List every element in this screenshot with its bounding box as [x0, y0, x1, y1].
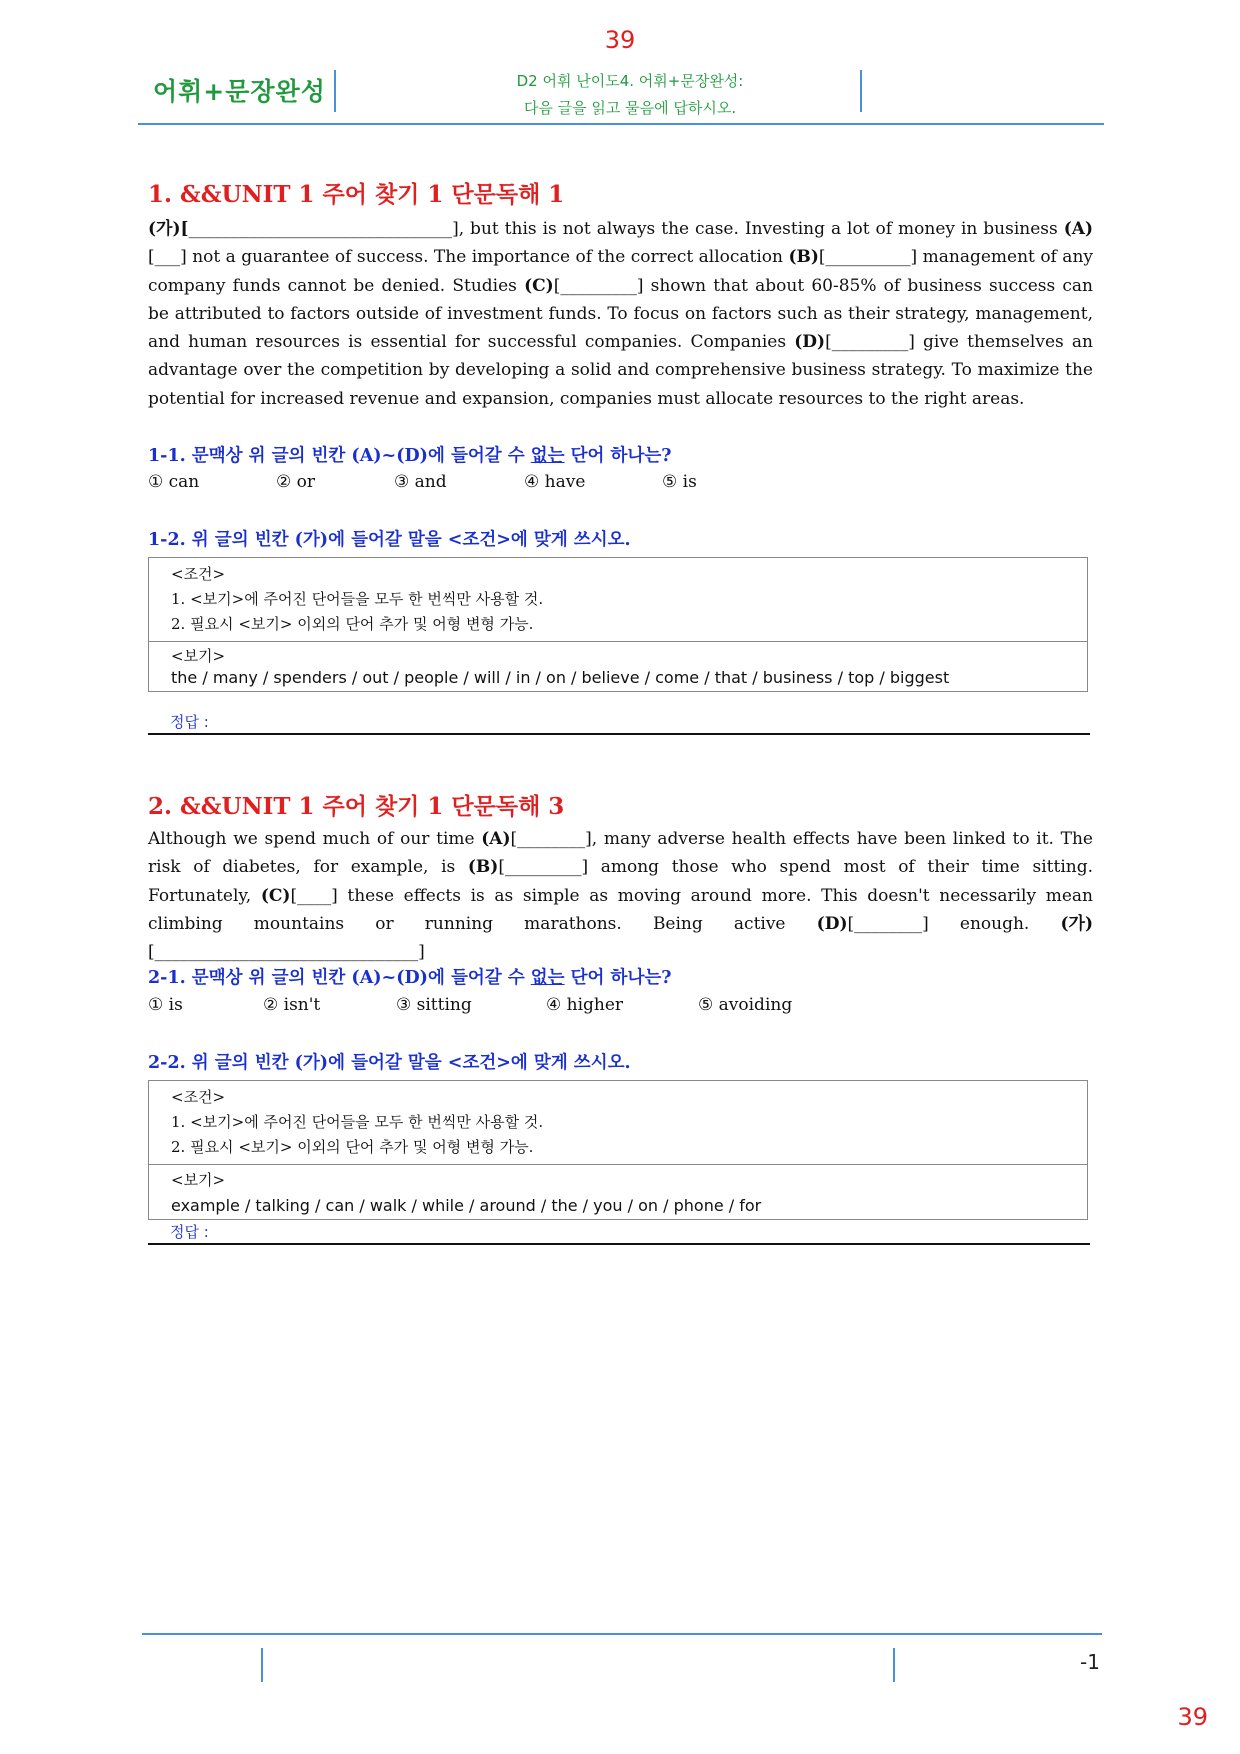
condition-1: 1. <보기>에 주어진 단어들을 모두 한 번씩만 사용할 것. [171, 1113, 544, 1131]
footer-rule [142, 1633, 1102, 1635]
blank-ga: [_______________________________] [148, 942, 425, 963]
passage-text: [_________] give themselves an advantage over the competition by developing a solid and comprehensive business strategy. To maximize the potential for increased revenue and expansion, companies must allocate resources to the right areas. [148, 332, 1093, 409]
header-description [430, 68, 830, 122]
choice-4[interactable]: ④ higher [546, 995, 624, 1015]
question-1-2-answer-label: 정답 : [170, 713, 209, 731]
footer-page-number: -1 [1080, 1650, 1100, 1674]
footer-divider-right [893, 1648, 895, 1682]
choice-2[interactable]: ② or [276, 472, 316, 492]
header-rule [138, 123, 1104, 125]
bogi-section [149, 1164, 1087, 1219]
condition-1: 1. <보기>에 주어진 단어들을 모두 한 번씩만 사용할 것. [171, 590, 544, 608]
bogi-words: example / talking / can / walk / while / around / the / you / on / phone / for [171, 1196, 762, 1215]
blank-c-label: (C) [260, 885, 291, 906]
conditions-section [149, 1081, 1087, 1164]
conditions-label: <조건> [171, 1088, 226, 1106]
blank-c-label: (C) [524, 275, 554, 296]
header-divider-left [334, 70, 336, 112]
passage-text: ], but this is not always the case. Investing a lot of money in business [452, 219, 1064, 239]
choice-3[interactable]: ③ sitting [396, 995, 472, 1015]
question-1-2-answer-line[interactable] [148, 733, 1090, 735]
passage-text: [________], many adverse health effects have been linked to it. The risk of diabetes, for example, is [148, 829, 1093, 878]
prompt-text: 2-1. 문맥상 위 글의 빈칸 (A)~(D)에 들어갈 수 [148, 968, 531, 988]
conditions-label: <조건> [171, 565, 226, 583]
question-1-title: 1. &&UNIT 1 주어 찾기 1 단문독해 1 [148, 181, 565, 208]
choice-3[interactable]: ③ and [394, 472, 447, 492]
prompt-text: 단어 하나는? [564, 446, 672, 466]
bogi-section [149, 641, 1087, 691]
choice-2[interactable]: ② isn't [263, 995, 321, 1015]
question-2-passage [148, 825, 1093, 966]
blank-a-label: (A) [1063, 219, 1093, 239]
page-number-corner: 39 [1177, 1703, 1208, 1731]
question-2-2-conditions-box [148, 1080, 1088, 1220]
blank-d-label: (D) [794, 332, 826, 353]
choice-1[interactable]: ① can [148, 472, 200, 492]
blank-b-label: (B) [467, 857, 499, 878]
question-1-passage [148, 215, 1093, 413]
prompt-text: 단어 하나는? [564, 968, 672, 988]
choice-4[interactable]: ④ have [524, 472, 586, 492]
question-1-2-conditions-box [148, 557, 1088, 692]
blank-ga-label: (가)[ [148, 219, 189, 239]
question-1-1-prompt [148, 442, 672, 467]
condition-2: 2. 필요시 <보기> 이외의 단어 추가 및 어형 변형 가능. [171, 1138, 534, 1156]
header-divider-right [860, 70, 862, 112]
header-desc-line2: 다음 글을 읽고 물음에 답하시오. [523, 99, 737, 117]
blank-ga-label: (가) [1060, 913, 1094, 934]
prompt-text: 1-1. 문맥상 위 글의 빈칸 (A)~(D)에 들어갈 수 [148, 446, 531, 466]
header-desc-line1: D2 어휘 난이도4. 어휘+문장완성: [516, 72, 744, 90]
passage-text: [__________] management of any company funds cannot be denied. Studies [148, 247, 1093, 296]
blank-b-label: (B) [788, 247, 819, 268]
question-2-2-answer-line[interactable] [148, 1243, 1090, 1245]
prompt-emphasis: 없는 [530, 968, 565, 988]
choice-5[interactable]: ⑤ is [662, 472, 697, 492]
choice-1[interactable]: ① is [148, 995, 183, 1015]
passage-text: Although we spend much of our time [148, 829, 482, 849]
page-number-top: 39 [604, 26, 636, 54]
passage-text: [_________] shown that about 60-85% of business success can be attributed to factors outside of investment funds. To focus on factors such as their strategy, management, and human resources is essential for successful companies. Companies [148, 275, 1093, 353]
conditions-section [149, 558, 1087, 641]
blank-d-label: (D) [816, 913, 848, 934]
footer-divider-left [261, 1648, 263, 1682]
section-title: 어휘+문장완성 [153, 77, 326, 106]
question-1-2-prompt: 1-2. 위 글의 빈칸 (가)에 들어갈 말을 <조건>에 맞게 쓰시오. [148, 530, 631, 550]
passage-text: [____] these effects is as simple as moving around more. This doesn't necessarily mean climbing mountains or running marathons. Being active [148, 885, 1093, 934]
condition-2: 2. 필요시 <보기> 이외의 단어 추가 및 어형 변형 가능. [171, 615, 534, 633]
question-2-2-answer-label: 정답 : [170, 1223, 209, 1241]
question-2-2-prompt: 2-2. 위 글의 빈칸 (가)에 들어갈 말을 <조건>에 맞게 쓰시오. [148, 1053, 631, 1073]
prompt-emphasis: 없는 [530, 446, 565, 466]
bogi-label: <보기> [171, 1171, 226, 1189]
passage-text: [________] enough. [847, 913, 1061, 934]
blank-a-label: (A) [481, 829, 511, 849]
bogi-label: <보기> [171, 647, 226, 665]
passage-text: [___] not a guarantee of success. The importance of the correct allocation [148, 247, 789, 268]
choice-5[interactable]: ⑤ avoiding [698, 995, 793, 1015]
bogi-words: the / many / spenders / out / people / will / in / on / believe / come / that / business / top / biggest [171, 668, 950, 687]
passage-text: [_________] among those who spend most of their time sitting. Fortunately, [148, 857, 1093, 906]
question-2-title: 2. &&UNIT 1 주어 찾기 1 단문독해 3 [148, 793, 565, 820]
blank-ga: _______________________________ [188, 219, 453, 239]
question-2-1-prompt [148, 964, 672, 989]
